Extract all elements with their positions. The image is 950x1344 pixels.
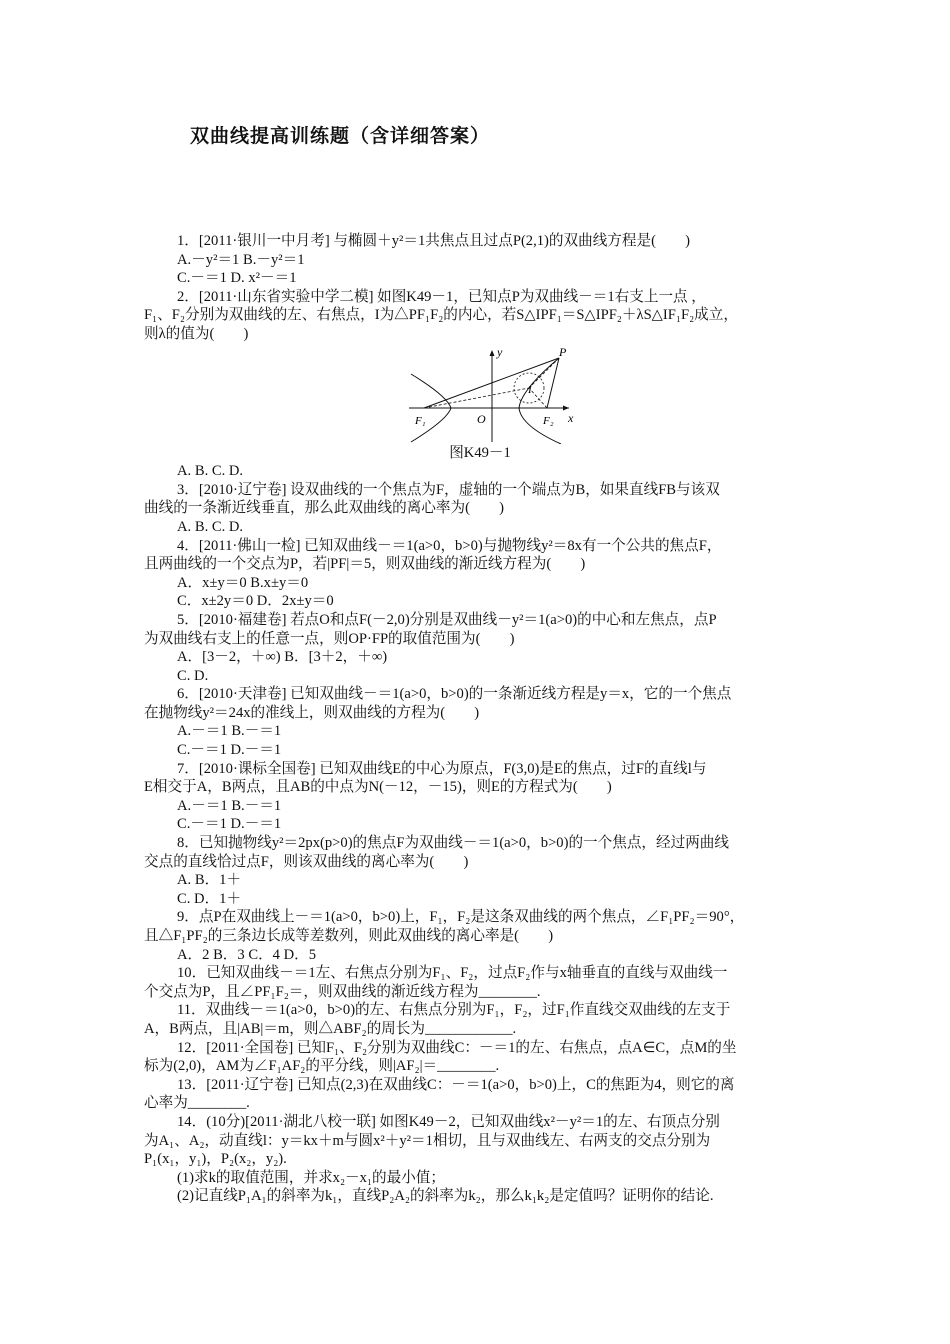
text-line: C．x±2y＝0 D．2x±y＝0 [177,593,334,610]
hyperbola-diagram [409,346,579,444]
text-line: A.－y²＝1 B.－y²＝1 [177,251,305,268]
text-line: A．2 B．3 C．4 D．5 [177,946,317,963]
text-line: 4．[2011·佛山一检] 已知双曲线－＝1(a>0，b>0)与抛物线y²＝8x有一个公共的焦点F， [177,537,722,554]
text-line: 8．已知抛物线y²＝2px(p>0)的焦点F为双曲线－＝1(a>0，b>0)的一个焦点，经过两曲线 [177,835,729,852]
label-f1: F₁ [415,414,426,427]
text-line: 且两曲线的一个交点为P，若|PF|＝5，则双曲线的渐近线方程为( ) [144,556,586,573]
text-line: (1)求k的取值范围，并求x₂－x₁的最小值； [177,1169,445,1186]
text-line: 13．[2011·辽宁卷] 已知点(2,3)在双曲线C：－＝1(a>0，b>0)上，C的焦距为4，则它的离 [177,1076,735,1093]
label-i: I [528,383,532,396]
text-line: A. B. C. D. [177,518,244,535]
label-f2: F₂ [543,414,554,427]
label-p: P [559,345,567,359]
line-f1-i [424,388,529,408]
text-line: A. B. C. D. [177,463,244,480]
text-line: C. D．1＋ [177,890,242,907]
text-line: F₁、F₂分别为双曲线的左、右焦点，I为△PF₁F₂的内心，若S△IPF₁＝S△IPF₂＋λS△IF₁F₂成立， [144,307,738,324]
text-line: 且△F₁PF₂的三条边长成等差数列，则此双曲线的离心率是( ) [144,928,554,944]
line-f2-i [529,388,547,408]
text-line: 11．双曲线－＝1(a>0，b>0)的左、右焦点分别为F₁，F₂，过F₁作直线交双曲线的左支于 [177,1002,731,1019]
text-line: 5．[2010·福建卷] 若点O和点F(－2,0)分别是双曲线－y²＝1(a>0)的中心和左焦点，点P [177,611,717,628]
text-line: 9．点P在双曲线上－＝1(a>0，b>0)上，F₁，F₂是这条双曲线的两个焦点，∠F₁PF₂＝90°， [177,909,745,926]
text-line: 3．[2010·辽宁卷] 设双曲线的一个焦点为F，虚轴的一个端点为B，如果直线FB与该双 [177,481,720,498]
text-line: 12．[2011·全国卷] 已知F₁、F₂分别为双曲线C：－＝1的左、右焦点，点A∈C，点M的坐 [177,1039,737,1056]
document-body [144,232,808,1206]
text-line: 个交点为P，且∠PF₁F₂＝，则双曲线的渐近线方程为________. [144,983,541,1000]
text-line: 1．[2011·银川一中月考] 与椭圆＋y²＝1共焦点且过点P(2,1)的双曲线方程是( ) [177,233,690,249]
text-line: (2)记直线P₁A₁的斜率为k₁，直线P₂A₂的斜率为k₂，那么k₁k₂是定值吗？证明你的结论. [177,1188,714,1205]
text-line: C.－＝1 D.－＝1 [177,816,282,833]
text-line: 10．已知双曲线－＝1左、右焦点分别为F₁、F₂，过点F₂作与x轴垂直的直线与双曲线一 [177,965,728,982]
text-line: 曲线的一条渐近线垂直，那么此双曲线的离心率为( ) [144,500,504,517]
x-axis-arrow [563,405,569,410]
text-line: A．x±y＝0 B.x±y＝0 [177,574,309,591]
y-axis-arrow [490,350,495,356]
text-line: E相交于A，B两点，且AB的中点为N(－12，－15)，则E的方程式为( ) [144,779,612,796]
text-line: 14．(10分)[2011·湖北八校一联] 如图K49－2，已知双曲线x²－y²＝1的左、右顶点分别 [177,1113,720,1130]
text-line: P₁(x₁，y₁)，P₂(x₂，y₂). [144,1151,287,1168]
text-line: C.－＝1 D.－＝1 [177,742,282,759]
text-line: A. B．1＋ [177,872,242,889]
text-line: 2．[2011·山东省实验中学二模] 如图K49－1，已知点P为双曲线－＝1右支上一点 ， [177,288,706,305]
text-line: 在抛物线y²＝24x的准线上，则双曲线的方程为( ) [144,704,480,721]
text-line: 心率为________. [144,1095,250,1112]
text-line: 则λ的值为( ) [144,325,249,342]
text-line: 为A₁、A₂，动直线l：y＝kx＋m与圆x²＋y²＝1相切，且与双曲线左、右两支的交点分别为 [144,1132,711,1149]
figure-k49-1 [144,344,808,444]
text-line: A，B两点，且|AB|＝m，则△ABF₂的周长为____________. [144,1020,517,1037]
text-line: 为双曲线右支上的任意一点，则OP·FP的取值范围为( ) [144,630,515,647]
text-line: C.－＝1 D. x²－＝1 [177,270,297,287]
figure-caption: 图K49－1 [449,444,511,461]
text-line: 6．[2010·天津卷] 已知双曲线－＝1(a>0，b>0)的一条渐近线方程是y＝x，它的一个焦点 [177,686,732,703]
page-title: 双曲线提高训练题（含详细答案） [190,125,491,147]
label-x: x [568,410,574,425]
label-y: y [497,345,503,359]
line-p-f2 [547,358,559,408]
text-line: A．[3－2，＋∞) B．[3＋2，＋∞) [177,649,388,666]
text-line: 7．[2010·课标全国卷] 已知双曲线E的中心为原点，F(3,0)是E的焦点，过F的直线l与 [177,760,707,777]
text-line: A.－＝1 B.－＝1 [177,723,282,740]
line-p-i [529,358,559,388]
label-o: O [477,411,486,426]
text-line: 标为(2,0)，AM为∠F₁AF₂的平分线，则|AF₂|＝________. [144,1058,500,1075]
text-line: 交点的直线恰过点F，则该双曲线的离心率为( ) [144,853,469,870]
text-line: C. D. [177,667,209,684]
text-line: A.－＝1 B.－＝1 [177,797,282,814]
